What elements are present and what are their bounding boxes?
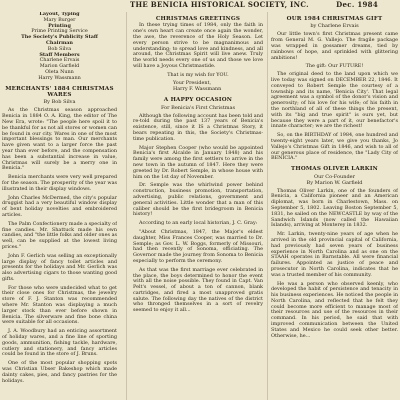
paragraph: In these trying times of 1984, only the faith in one's own heart can create once again the wonder, the awe, the reverence of the Holy Season. Let every person strive to be magnanimous and understanding; to spread love and kindness, and all around, the Christmas Spirit will live anew. Truly the world needs every one of us and those we love will have a Joyous Christmastide. xyxy=(133,22,263,69)
paragraph: John Charles McDermed, the city's popular druggist had a very beautiful window display of bent holiday novelties and embroidered articles. xyxy=(2,194,117,218)
column-divider xyxy=(126,12,127,400)
credit-line: Charlene Ervais xyxy=(39,57,80,64)
article-byline: by Charlene Ervais xyxy=(310,23,359,30)
article-byline: By Bob Silva xyxy=(43,99,76,106)
paragraph: Although the following account has been told and re-told during the past 137 years of Benicia's existence, still, since it IS a Christmas Story, it bears repeating in this, the Society's Christmas-time publication. xyxy=(133,112,263,142)
signature-name: Harry F. Wassmann xyxy=(173,86,222,93)
article-heading: A HAPPY OCCASION xyxy=(163,97,233,104)
column-right xyxy=(271,12,398,400)
paragraph: That is my wish for YOU. xyxy=(167,71,229,78)
masthead xyxy=(0,0,400,11)
credit-line: Prime Printing Service xyxy=(31,28,88,35)
paragraph: Our little town's first Christmas present came from General M. G. Vallejo. The fragile package was wrapped in gossamer dreams, tied by rainbows of hope, and sprinkled with glittering ambitions! xyxy=(271,31,398,61)
paragraph: As the Christmas season approached Benicia in 1884 O. A. King, the editor of The New Era, wrote: "The people here spoil it to be thankful for as not all stores or women can be found in our city. Wares in one of the most important blessings to man. Our merchants have given want to a larger force the past year than ever before, and the compensation has been a substantial increase in value, Christmas will surely be a merry one in Benicia." xyxy=(2,107,117,172)
paragraph: For those who were undecided what to get their close ones for Christmas, the jewelry store of F. J. Stanton was recommended where Mr. Stanton was displaying a much larger stock than ever before shown in Benicia. The silverware and fine bone china were suitable for all occasions. xyxy=(2,284,117,326)
credit-line: Mary Burger xyxy=(43,16,76,23)
credit-line: Printing xyxy=(48,22,71,29)
credit-line: Staff Members xyxy=(39,51,80,58)
credit-line: Layout, Typing xyxy=(39,12,80,17)
paragraph: John F. Gerlich was selling an exceptionally large display of fancy toilet articles and presents for the holidays and Mr. Gerlich was also advertising cigars to those wanting good gifts. xyxy=(2,252,117,282)
paragraph: He was a person who observed keenly, who developed the habit of persistence and tenacity in his business experiences. He noticed the people in North Carolina, and reflected that he felt they could become more efficient to manage most of their resources and use of the resources in their command. In his period, he said that with improved communication between the United States and Mexico he could seek other better. Otherwise, he... xyxy=(271,280,398,339)
article-subheading: Our Co-Founder xyxy=(313,173,356,180)
paragraph: As that was the first marriage ever celebrated in the place, the boys determined to honor the event with all the noise possible. They found in Capt. Van Pelt's vessel, of about a ton of cannon, blank cartridges, and fired a most unapproved gratis salute. The following day the natives of the district who thronged themselves in a sort of revelry seemed to enjoy it all... xyxy=(133,266,263,314)
paragraph: Benicia merchants were very well prepared for the season. The prosperity of the year was illustrated in their display windows. xyxy=(2,174,117,192)
paragraph: J. A. Woodbury had an enticing assortment of holiday wares, and a fine line of sporting goods, ammunition, fishing tackle, hardware, cutlery and stationery, and fancy articles could be found in the store of J. Bruns. xyxy=(2,328,117,358)
paragraph: According to an early local historian, J. C. Gray: xyxy=(139,220,258,227)
article-heading: CHRISTMAS GREETINGS xyxy=(155,16,241,22)
credit-line: Chairman xyxy=(46,39,73,46)
credit-line: Bob Silva xyxy=(47,45,72,52)
article-heading: MERCHANTS' 1884 CHRISTMAS WARES xyxy=(5,85,114,98)
article-byline: By Marion W. Garfield xyxy=(306,179,363,186)
paragraph: Mr. Larkin, twenty-nine years of age when he arrived in the old provincial capital of California, had previously had seven years of business experience in North Carolina and as one on the STAAH operates in Barnstable. All were financial failures. Appointed as justice of peace and prosecutor in North Carolina, indicates that he was a trusted member of his community. xyxy=(271,231,398,278)
article-subheading: For Benicia's First Christmas xyxy=(160,104,236,111)
masthead-date: Dec. 1984 xyxy=(336,0,378,9)
paragraph: So, on the BIRTHDAY of 1984, one hundred and twenty-eight years later, we give you thanks, Jo Vallejo's Christmas Gift in 1846, and wish to all of our generous place of residence, the "Lady City of BENICIA." xyxy=(271,132,398,162)
credit-line: Harry Wassmann xyxy=(38,74,81,81)
credit-line: Marion Garfield xyxy=(39,63,80,70)
paragraph: The Palm Confectionery made a specialty of fine candies. Mr. Shattuck made his own candies, and "the little folks and older ones as well, can be supplied at the lowest living prices." xyxy=(2,220,117,250)
staff-credits xyxy=(2,12,117,82)
paragraph: The original deed to the land upon which we live today was signed on DECEMBER 22, 1846. It conveyed to Robert Semple the courtesy of a township and its name, 'Benicia City'. That legal agreement was a symbol of the donor's vision and generosity; of his love for his wife; of his faith in the northland of all of these things the present, with its "big and true spirit" is ours yet, but because they were a part of it, our benefactor's innate character; we are the richest! xyxy=(271,71,398,130)
credit-line: The Society's Publicity Staff xyxy=(21,34,98,41)
paragraph: "About Christmas, 1847, the Major's eldest daughter, Miss Frances Cooper, was married to Dr. Semple; as Gov. L. W. Boggs, formerly of Missouri, had then recently of Sonoma, officiating. The Governor made the journey from Sonoma to Benicia especially to perform the ceremony. xyxy=(133,228,263,264)
signature-title: Your President, xyxy=(173,79,212,86)
column-middle xyxy=(133,12,263,400)
masthead-title: THE BENICIA HISTORICAL SOCIETY, INC. xyxy=(130,0,309,9)
paragraph: Thomas Oliver Larkin, one of the founders of Benicia, a California pioneer and an American diplomat, was born in Charlestown, Mass. on September 5, 1802. Leaving Boston September 5, 1831, he sailed on the NEWCASTLE by way of the Sandwich Islands (now called the Hawaiian Islands), arriving at Monterey in 1832. xyxy=(271,187,398,229)
column-divider xyxy=(267,12,268,400)
paragraph: The gift: Our FUTURE! xyxy=(305,63,364,70)
credit-line: Oleta Nunn xyxy=(45,68,74,75)
paragraph: Dr. Semple was the whirlwind power behind construction, business promotion, transportation, advertising, public relations, government and general activities. Little wonder that a man of this caliber should be the first bridegroom in Benicia history! xyxy=(133,182,263,218)
paragraph: Major Stephen Cooper (who would be appointed Benicia's first Alcalde in January 1848) and his family were among the first settlers to arrive in the new town in the autumn of 1847. Here they were greeted by Dr. Robert Semple, in whose house with him on the 1st day of November. xyxy=(133,144,263,180)
paragraph: One of the most popular shopping spots was Christian Ubser Bakeshop which made dainty cakes, pies, and fancy pastries for the holidays. xyxy=(2,360,117,384)
article-heading: THOMAS OLIVER LARKIN xyxy=(291,166,378,173)
article-heading: OUR 1984 CHRISTMAS GIFT xyxy=(286,16,383,22)
column-left xyxy=(2,12,117,400)
